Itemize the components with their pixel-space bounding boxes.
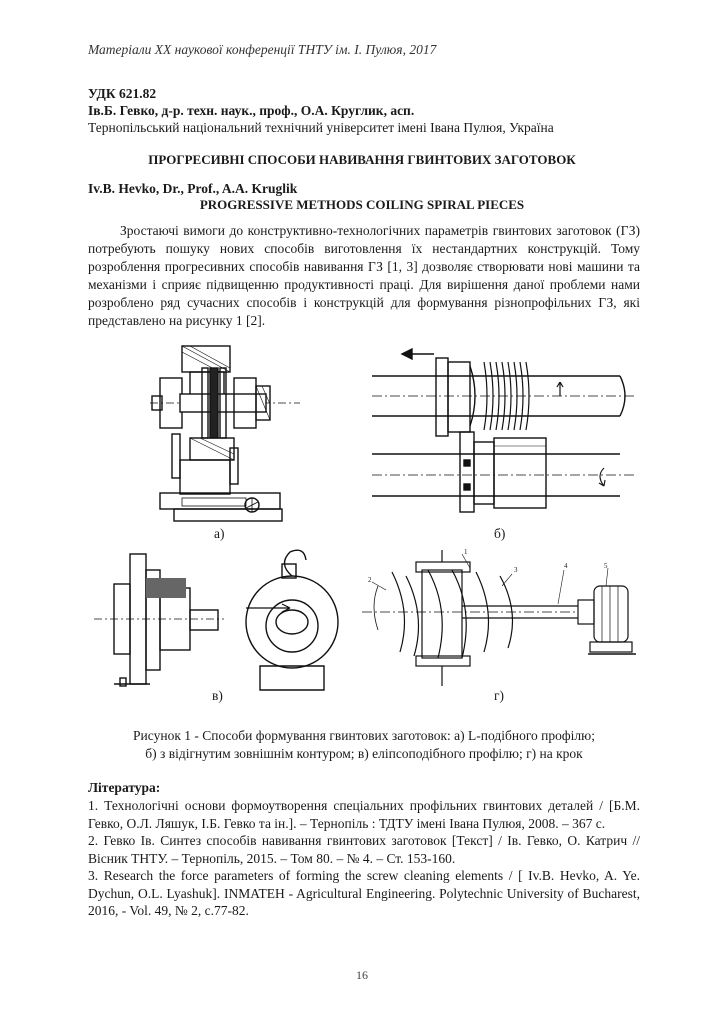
caption-line-2: б) з відігнутим зовнішнім контуром; в) еліпсоподібного профілю; г) на крок [145, 746, 583, 761]
figure-a-drawing [150, 338, 300, 524]
figure-v-label: в) [212, 688, 223, 703]
references-title: Література: [88, 780, 161, 795]
abstract-paragraph: Зростаючі вимоги до конструктивно-технологічних параметрів гвинтових заготовок (ГЗ) потребують пошуку нових способів виготовлення їх нестандартних конструкцій. Тому розроблення прогресивних способів навивання ГЗ [1, 3] дозволяє створювати нові машини та механізми і сприяє підвищенню продуктивності праці. Для вирішення даної проблеми нами розроблено ряд сучасних способів і конструкцій для формування різнопрофільних ГЗ, які представлено на рисунку 1 [2]. [88, 223, 640, 328]
caption-line-1: Рисунок 1 - Способи формування гвинтових заготовок: а) L-подібного профілю; [133, 728, 595, 743]
figure-v-drawing [94, 548, 346, 694]
callout-4: 4 [564, 562, 568, 570]
reference-item: 2. Гевко Ів. Синтез способів навивання гвинтових заготовок [Текст] / Ів. Гевко, О. Катрич // Вісник ТНТУ. – Тернопіль, 2015. – Том 80. – № 4. – Ст. 153-160. [88, 833, 640, 866]
figure-caption [88, 727, 640, 763]
figure-g-label: г) [494, 688, 505, 703]
page-number: 16 [356, 968, 368, 982]
authors-english: Iv.B. Hevko, Dr., Prof., A.A. Kruglik [88, 181, 298, 196]
references-list [88, 797, 640, 920]
authors-ukrainian: Ів.Б. Гевко, д-р. техн. наук., проф., О.А. Круглик, асп. [88, 103, 415, 118]
callout-2: 2 [368, 576, 372, 584]
title-english: PROGRESSIVE METHODS COILING SPIRAL PIECES [199, 197, 525, 212]
callout-3: 3 [514, 566, 518, 574]
figure-b-drawing [372, 346, 640, 524]
udk-code: УДК 621.82 [88, 86, 157, 101]
page-header: Матеріали XX наукової конференції ТНТУ ім. І. Пулюя, 2017 [88, 42, 437, 57]
figure-g-drawing [362, 546, 642, 694]
callout-1: 1 [464, 548, 468, 556]
figure-a-label: а) [214, 526, 225, 541]
reference-item: 3. Research the force parameters of forming the screw cleaning elements / [ Iv.B. Hevko, A. Ye. Dychun, O.L. Lyashuk]. INMATEH - Agricultural Engineering. Polytechnic University of Bucharest, 2016, - Vol. 49, № 2, c.77-82. [88, 868, 640, 918]
reference-item: 1. Технологічні основи формоутворення спеціальних профільних гвинтових деталей / [Б.М. Гевко, О.Л. Ляшук, І.Б. Гевко та ін.]. – Тернопіль : ТДТУ імені Івана Пулюя, 2008. – 367 с. [88, 798, 640, 831]
callout-5: 5 [604, 562, 608, 570]
affiliation: Тернопільський національний технічний університет імені Івана Пулюя, Україна [88, 120, 554, 135]
title-ukrainian: ПРОГРЕСИВНІ СПОСОБИ НАВИВАННЯ ГВИНТОВИХ ЗАГОТОВОК [148, 152, 576, 167]
figure-b-label: б) [494, 526, 506, 541]
